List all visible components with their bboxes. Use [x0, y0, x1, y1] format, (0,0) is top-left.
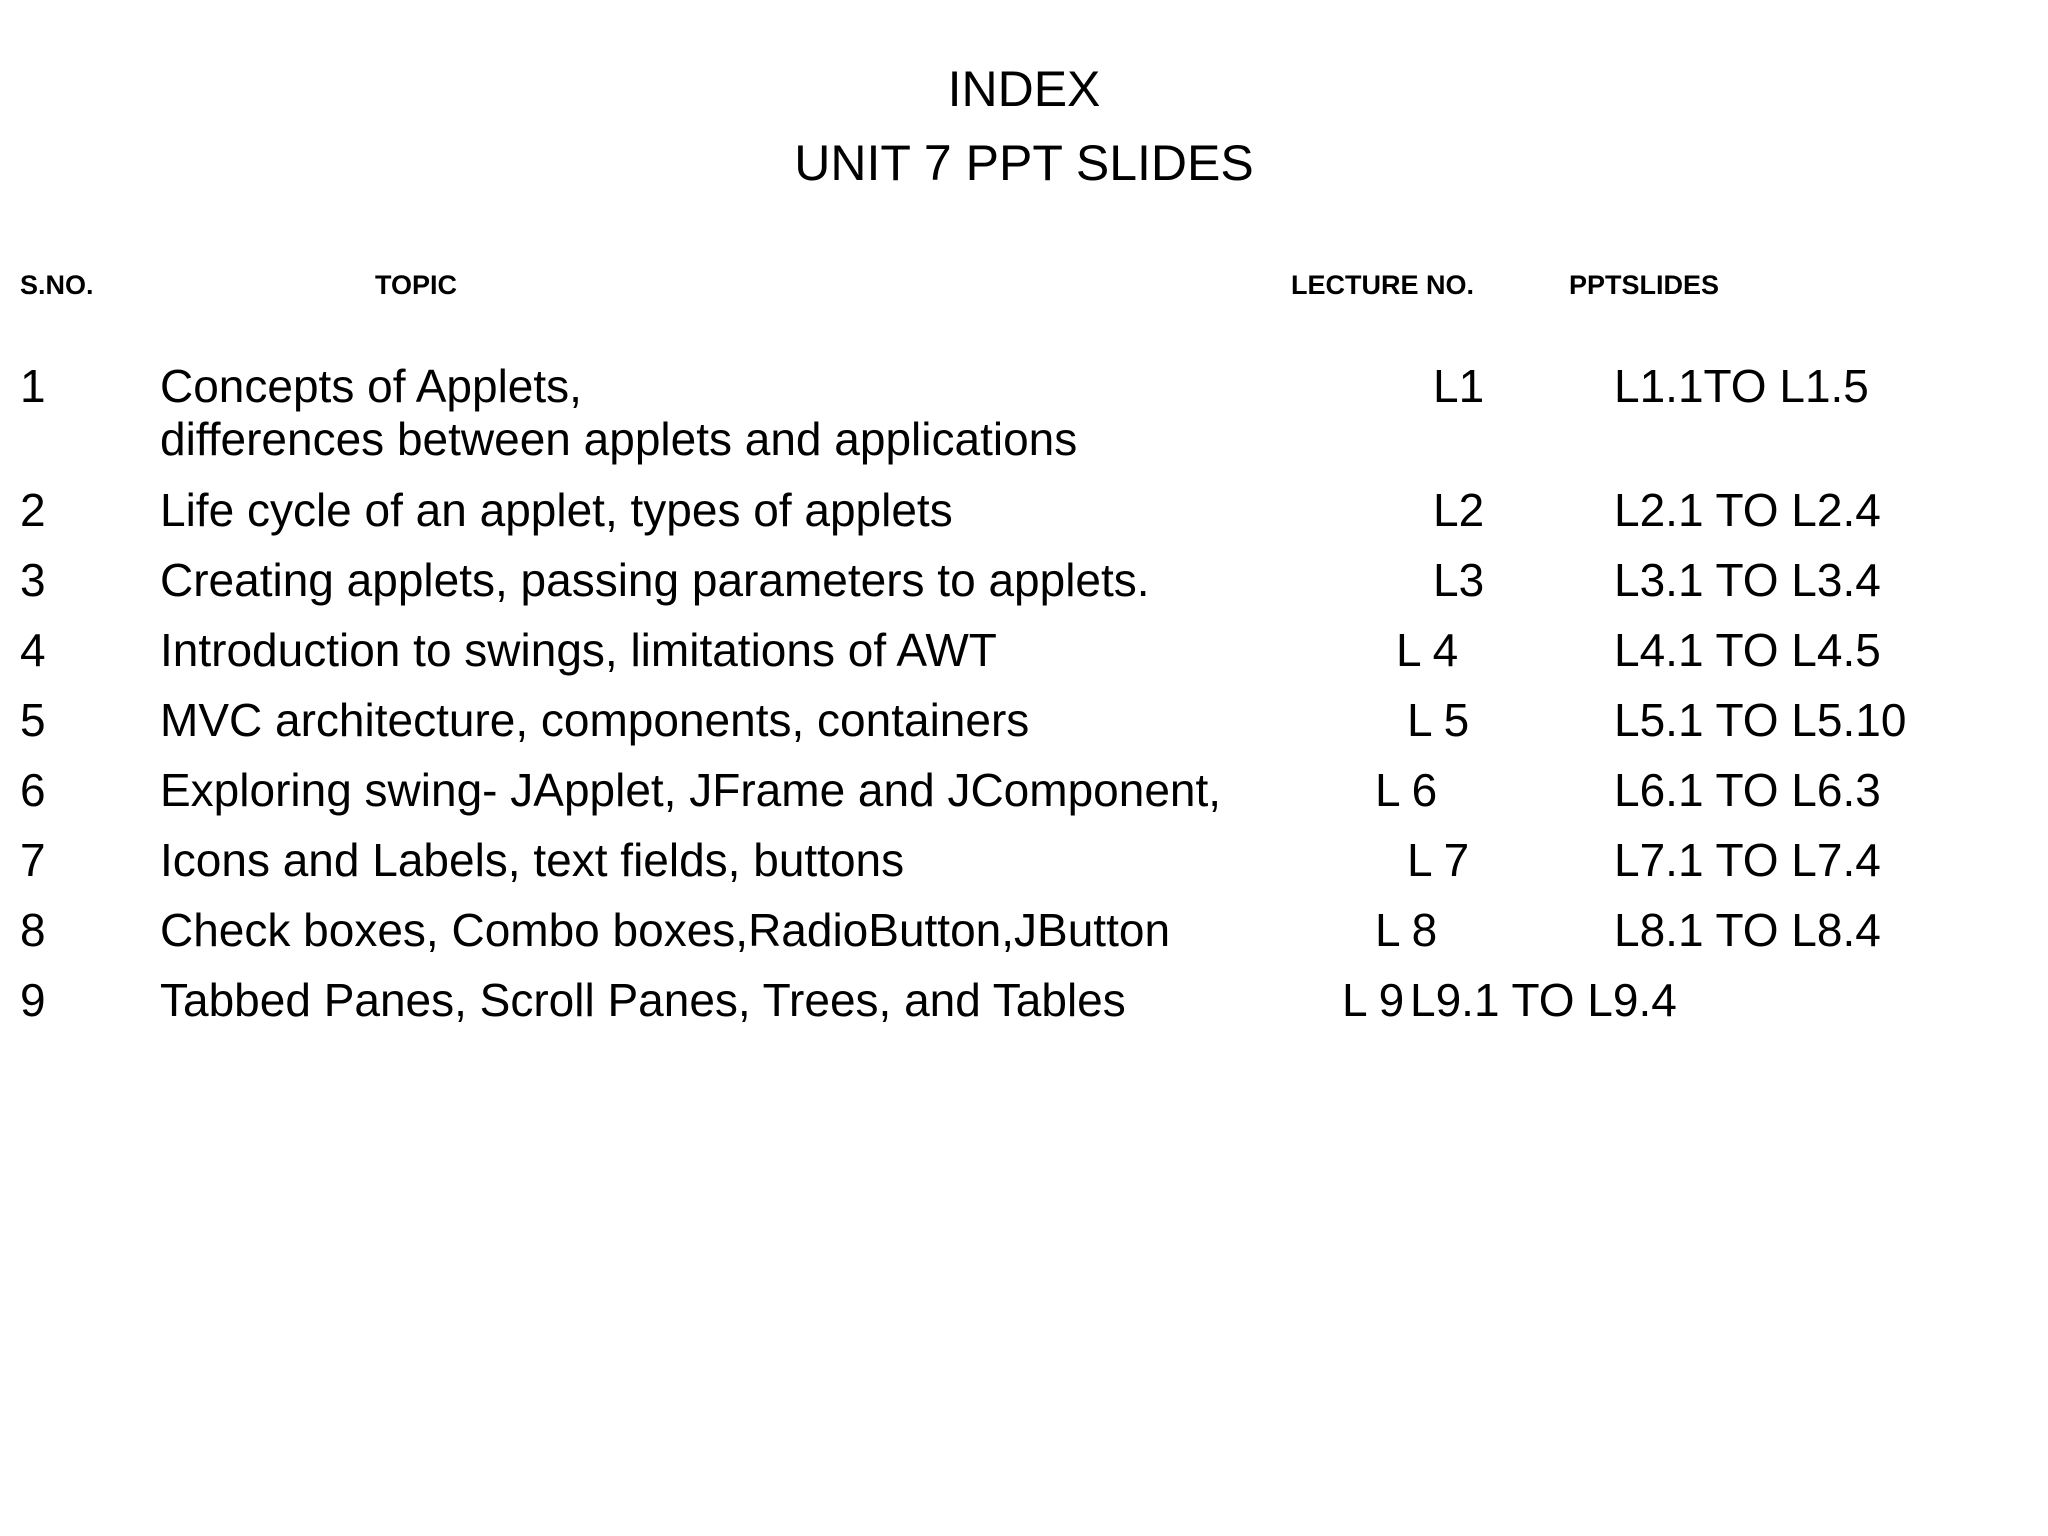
row-sno: 5	[20, 694, 46, 746]
header-ppt-slides: PPTSLIDES	[1569, 270, 1720, 300]
row-lecture: L 5	[1407, 694, 1470, 746]
row-slides: L2.1 TO L2.4	[1614, 484, 1881, 536]
row-lecture: L2	[1433, 484, 1485, 536]
row-sno: 7	[20, 834, 46, 886]
row-lecture: L 7	[1407, 834, 1470, 886]
row-lecture: L3	[1433, 554, 1485, 606]
row-lecture: L 6	[1375, 764, 1438, 816]
row-slides: L9.1 TO L9.4	[1410, 974, 1677, 1026]
row-sno: 6	[20, 764, 46, 816]
row-topic: Introduction to swings, limitations of AWT	[160, 624, 997, 676]
row-slides: L6.1 TO L6.3	[1614, 764, 1881, 816]
header-lecture-no: LECTURE NO.	[1291, 270, 1475, 300]
header-topic: TOPIC	[375, 270, 458, 300]
row-topic: Icons and Labels, text fields, buttons	[160, 834, 905, 886]
row-topic: Check boxes, Combo boxes,RadioButton,JButton	[160, 904, 1171, 956]
row-slides: L5.1 TO L5.10	[1614, 694, 1907, 746]
row-sno: 8	[20, 904, 46, 956]
row-sno: 1	[20, 360, 46, 412]
header-sno: S.NO.	[20, 270, 94, 300]
row-topic: Tabbed Panes, Scroll Panes, Trees, and Tables	[160, 974, 1126, 1026]
row-slides: L8.1 TO L8.4	[1614, 904, 1881, 956]
row-slides: L1.1TO L1.5	[1614, 360, 1869, 412]
row-lecture: L 9	[1342, 974, 1405, 1026]
row-lecture: L1	[1433, 360, 1485, 412]
row-topic: Life cycle of an applet, types of applets	[160, 484, 953, 536]
row-lecture: L 8	[1375, 904, 1438, 956]
row-topic: Creating applets, passing parameters to applets.	[160, 554, 1150, 606]
row-topic-line2: differences between applets and applications	[160, 413, 1078, 465]
row-sno: 3	[20, 554, 46, 606]
row-topic: Concepts of Applets,	[160, 360, 582, 412]
index-title: INDEX	[947, 61, 1101, 117]
row-sno: 4	[20, 624, 46, 676]
row-sno: 9	[20, 974, 46, 1026]
unit-subtitle: UNIT 7 PPT SLIDES	[794, 135, 1254, 191]
row-topic: MVC architecture, components, containers	[160, 694, 1030, 746]
row-slides: L7.1 TO L7.4	[1614, 834, 1881, 886]
row-topic: Exploring swing- JApplet, JFrame and JComponent,	[160, 764, 1222, 816]
row-lecture: L 4	[1396, 624, 1459, 676]
row-slides: L4.1 TO L4.5	[1614, 624, 1881, 676]
row-sno: 2	[20, 484, 46, 536]
row-slides: L3.1 TO L3.4	[1614, 554, 1881, 606]
